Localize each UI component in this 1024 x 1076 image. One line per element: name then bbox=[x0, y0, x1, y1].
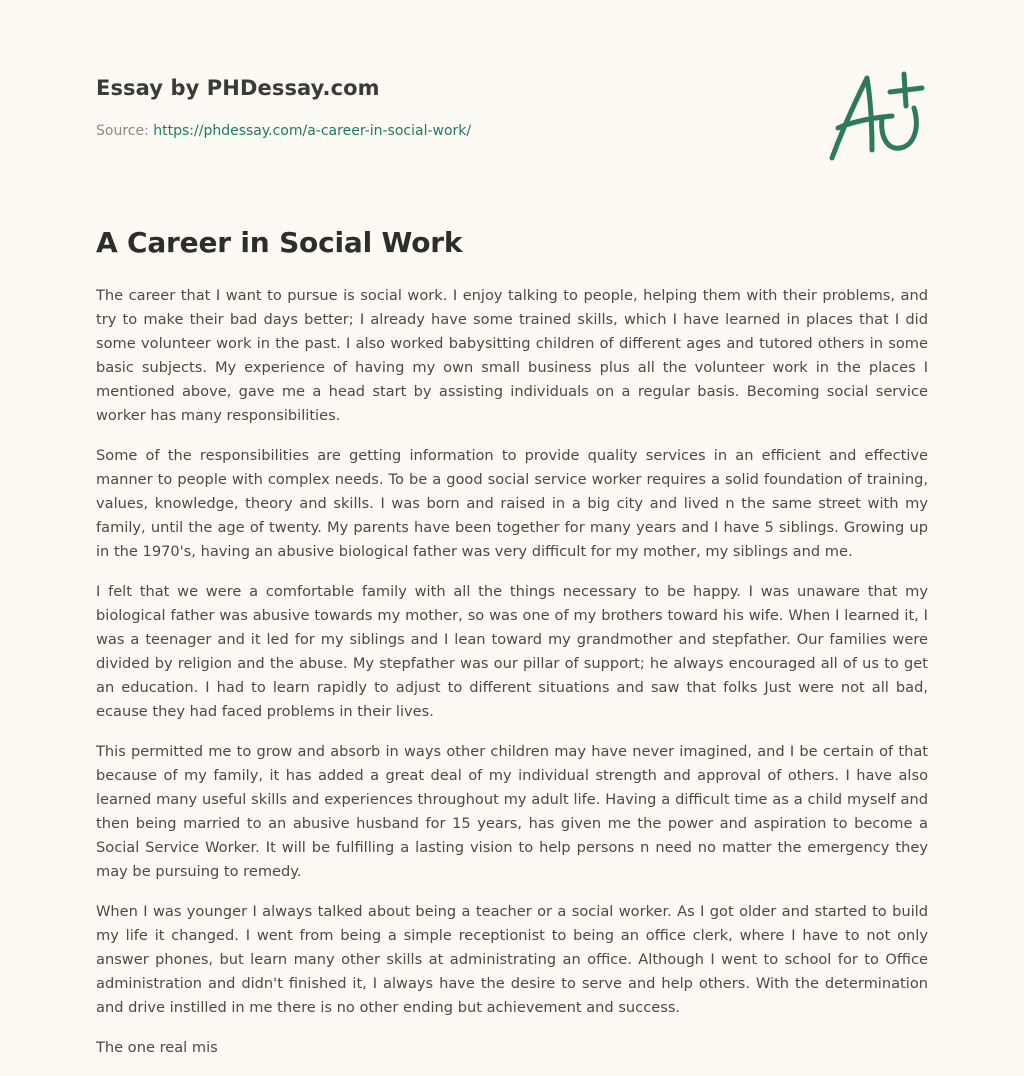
site-brand: Essay by PHDessay.com bbox=[96, 76, 380, 100]
essay-paragraph: When I was younger I always talked about being a teacher or a social worker. As I got older and started to build my life it changed. I went from being a simple receptionist to being an office clerk, where I have to not only answer phones, but learn many other skills at administrating an office. Although I went to school for to Office administration and didn't finished it, I always have the desire to serve and help others. With the determination and drive instilled in me there is no other ending but achievement and success. bbox=[96, 903, 928, 1016]
source-line bbox=[96, 123, 471, 139]
essay-paragraph: This permitted me to grow and absorb in ways other children may have never imagined, and I be certain of that because of my family, it has added a great deal of my individual strength and approval of others. I have also learned many useful skills and experiences throughout my adult life. Having a difficult time as a child myself and then being married to an abusive husband for 15 years, has given me the power and aspiration to become a Social Service Worker. It will be fulfilling a lasting vision to help persons n need no matter the emergency they may be pursuing to remedy. bbox=[96, 743, 928, 880]
essay-title: A Career in Social Work bbox=[96, 226, 463, 259]
source-link[interactable]: https://phdessay.com/a-career-in-social-work/ bbox=[153, 123, 472, 139]
a-plus-logo-icon bbox=[822, 66, 928, 166]
source-label: Source: bbox=[96, 123, 149, 139]
essay-paragraph: The career that I want to pursue is social work. I enjoy talking to people, helping them with their problems, and try to make their bad days better; I already have some trained skills, which I have learned in places that I did some volunteer work in the past. I also worked babysitting children of different ages and tutored others in some basic subjects. My experience of having my own small business plus all the volunteer work in the places I mentioned above, gave me a head start by assisting individuals on a regular basis. Becoming social service worker has many responsibilities. bbox=[96, 287, 928, 424]
essay-paragraph: Some of the responsibilities are getting information to provide quality services in an efficient and effective manner to people with complex needs. To be a good social service worker requires a solid foundation of training, values, knowledge, theory and skills. I was born and raised in a big city and lived n the same street with my family, until the age of twenty. My parents have been together for many years and I have 5 siblings. Growing up in the 1970's, having an abusive biological father was very difficult for my mother, my siblings and me. bbox=[96, 447, 928, 560]
essay-paragraph-truncated: The one real mis bbox=[96, 1039, 218, 1056]
essay-paragraph: I felt that we were a comfortable family with all the things necessary to be happy. I was unaware that my biological father was abusive towards my mother, so was one of my brothers toward his wife. When I learned it, I was a teenager and it led for my siblings and I lean toward my grandmother and stepfather. Our families were divided by religion and the abuse. My stepfather was our pillar of support; he always encouraged all of us to get an education. I had to learn rapidly to adjust to different situations and saw that folks Just were not all bad, ecause they had faced problems in their lives. bbox=[96, 583, 928, 720]
essay-body bbox=[96, 284, 928, 1076]
